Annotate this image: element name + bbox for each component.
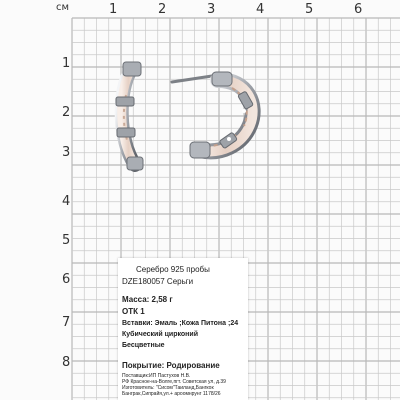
ruler-left-mark-3: 3 (62, 145, 71, 160)
product-label-tag (118, 258, 248, 400)
ruler-unit-label: см (56, 2, 70, 13)
tag-inserts-color: Бесцветные (122, 342, 165, 349)
ruler-top-mark-5: 5 (305, 2, 314, 17)
tag-inserts-cz: Кубический цирконий (122, 331, 199, 338)
ruler-left-mark-6: 6 (62, 272, 71, 287)
ruler-top-mark-2: 2 (158, 2, 167, 17)
ruler-left-mark-8: 8 (62, 355, 71, 370)
tag-metal: Серебро 925 пробы (136, 265, 210, 274)
tag-manufacturer: Изготовитель: "Сисом"Таиланд,Бангкок (122, 385, 214, 391)
ruler-top-mark-1: 1 (109, 2, 118, 17)
tag-otk: ОТК 1 (122, 307, 145, 316)
tag-supplier-address: РФ Красное-на-Волге,пгт. Советская ул, д.39 (122, 379, 226, 385)
ruler-top-mark-3: 3 (207, 2, 216, 17)
ruler-left-mark-4: 4 (62, 194, 71, 209)
tag-manufacturer-address: Банграк,Сипрайя,ул.+ ароомнрунг 1178/26 (122, 391, 221, 397)
tag-weight: Масса: 2,58 г (122, 295, 173, 304)
left-earring (116, 62, 143, 170)
ruler-top-mark-6: 6 (354, 2, 363, 17)
ruler-left-mark-7: 7 (62, 315, 71, 330)
ruler-left-mark-1: 1 (62, 56, 71, 71)
tag-article: DZE180057 Серьги (122, 277, 194, 286)
ruler-top-mark-4: 4 (256, 2, 265, 17)
ruler-left-mark-2: 2 (62, 105, 71, 120)
tag-coating: Покрытие: Родирование (122, 361, 220, 370)
tag-inserts: Вставки: Эмаль ;Кожа Питона ;24 (122, 320, 239, 327)
right-earring (172, 72, 253, 158)
ruler-left-mark-5: 5 (62, 233, 71, 248)
tag-supplier: Поставщик:ИП Пастухов Н.В. (122, 373, 191, 379)
